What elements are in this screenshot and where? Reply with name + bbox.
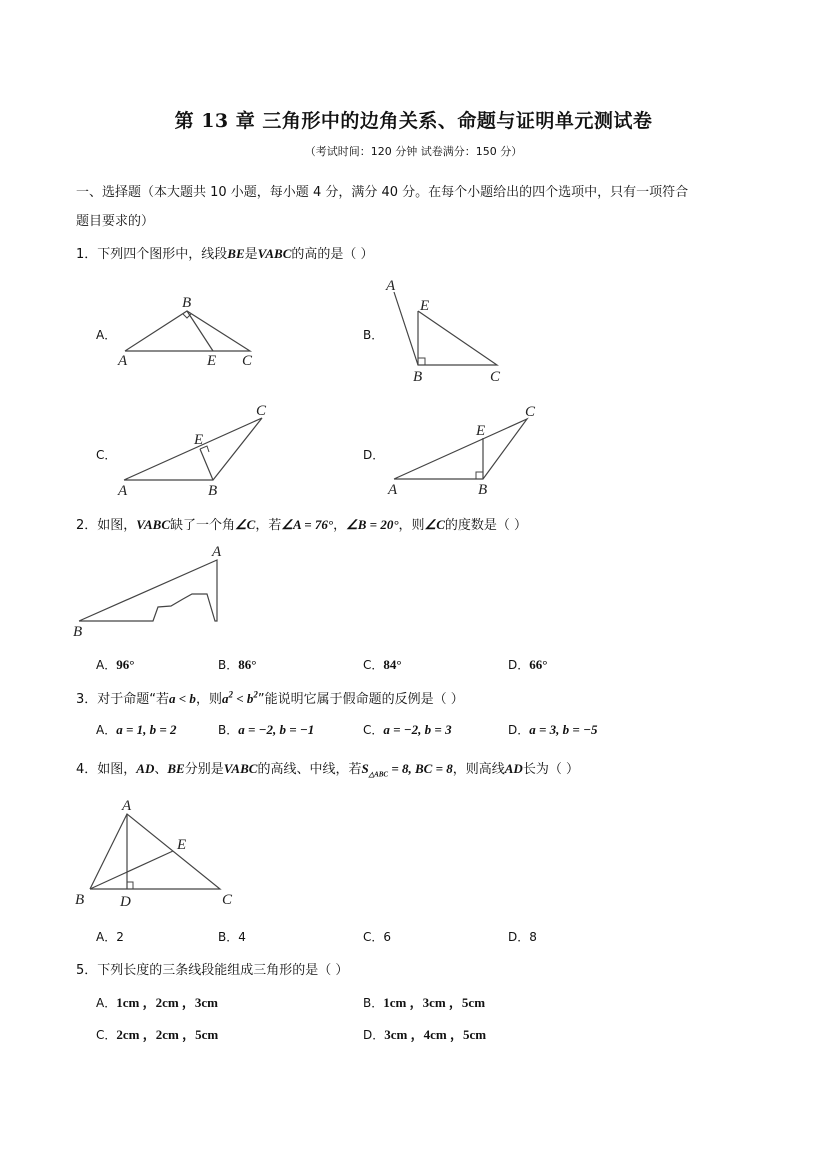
section-instructions-line2: 题目要求的）	[76, 214, 155, 229]
q2-point-a: A	[212, 544, 222, 560]
q2-option-c[interactable]: C．84°	[363, 657, 402, 672]
question-5-stem: 5．下列长度的三条线段能组成三角形的是（ ）	[76, 963, 349, 978]
q1d-point-a: A	[388, 482, 398, 498]
q1-figure-d	[380, 400, 550, 500]
q1a-point-c: C	[242, 353, 253, 369]
q1b-point-c: C	[490, 369, 501, 385]
question-4-stem: 4．如图，AD、BE分别是VABC的高线、中线，若$S_{\triangle ABC} = 8$, BC = 8，则高线AD长为（ ）	[76, 761, 579, 779]
q1-option-c-label[interactable]: C．	[96, 448, 117, 462]
q2-option-a[interactable]: A．96°	[96, 657, 135, 672]
q3-option-a[interactable]: A．a = 1, b = 2	[96, 722, 177, 737]
q4-point-b: B	[75, 892, 85, 908]
q1b-point-b: B	[413, 369, 423, 385]
q2-point-b: B	[73, 624, 83, 640]
q1-figure-a	[110, 290, 270, 370]
q1a-point-b: B	[182, 295, 192, 311]
q4-option-d[interactable]: D．8	[508, 930, 537, 944]
q5-option-b[interactable]: B．1cm ，3cm ，5cm	[363, 995, 486, 1010]
q2-figure	[70, 540, 240, 645]
q1-option-d-label[interactable]: D．	[363, 448, 385, 462]
q1c-point-a: A	[118, 483, 128, 499]
q4-option-a[interactable]: A．2	[96, 930, 124, 944]
q1d-point-c: C	[525, 404, 536, 420]
q1a-point-e: E	[207, 353, 217, 369]
q1-figure-b	[380, 278, 510, 388]
q5-option-d[interactable]: D．3cm ，4cm ，5cm	[363, 1027, 487, 1042]
q1c-point-e: E	[194, 432, 204, 448]
q1c-point-c: C	[256, 403, 267, 419]
q1a-point-a: A	[118, 353, 128, 369]
q4-point-c: C	[222, 892, 233, 908]
q1c-point-b: B	[208, 483, 218, 499]
q4-point-a: A	[122, 798, 132, 814]
q5-option-a[interactable]: A．1cm ，2cm ，3cm	[96, 995, 219, 1010]
q1d-point-e: E	[476, 423, 486, 439]
q1b-point-e: E	[420, 298, 430, 314]
q4-option-c[interactable]: C．6	[363, 930, 392, 944]
q1-figure-c	[110, 400, 280, 500]
question-1-stem: 1．下列四个图形中，线段BE是VABC的高的是（ ）	[76, 246, 374, 262]
page-title: 第 13 章 三角形中的边角关系、命题与证明单元测试卷	[174, 110, 653, 132]
q3-option-b[interactable]: B．a = −2, b = −1	[218, 722, 315, 737]
question-3-stem: 3．对于命题“若a < b，则$a^2 < b^2$”能说明它属于假命题的反例是（ ）	[76, 689, 464, 707]
q3-option-c[interactable]: C．a = −2, b = 3	[363, 722, 452, 737]
q4-option-b[interactable]: B．4	[218, 930, 246, 944]
section-instructions-line1: 一、选择题（本大题共 10 小题，每小题 4 分，满分 40 分。在每个小题给出的四个选项中，只有一项符合	[76, 185, 689, 200]
q1d-point-b: B	[478, 482, 488, 498]
q5-option-c[interactable]: C．2cm ，2cm ，5cm	[96, 1027, 219, 1042]
exam-subtitle: （考试时间：120 分钟 试卷满分：150 分）	[304, 145, 523, 158]
q2-option-d[interactable]: D．66°	[508, 657, 548, 672]
q4-point-d: D	[120, 894, 131, 910]
question-2-stem: 2．如图，VABC缺了一个角∠C，若∠A = 76°，∠B = 20°，则∠C的度数是（ ）	[76, 517, 528, 533]
q2-option-b[interactable]: B．86°	[218, 657, 257, 672]
q3-option-d[interactable]: D．a = 3, b = −5	[508, 722, 598, 737]
q4-point-e: E	[177, 837, 187, 853]
q1-option-b-label[interactable]: B．	[363, 328, 384, 342]
q1-option-a-label[interactable]: A．	[96, 328, 117, 342]
q1b-point-a: A	[386, 278, 396, 294]
q4-figure	[70, 790, 245, 915]
